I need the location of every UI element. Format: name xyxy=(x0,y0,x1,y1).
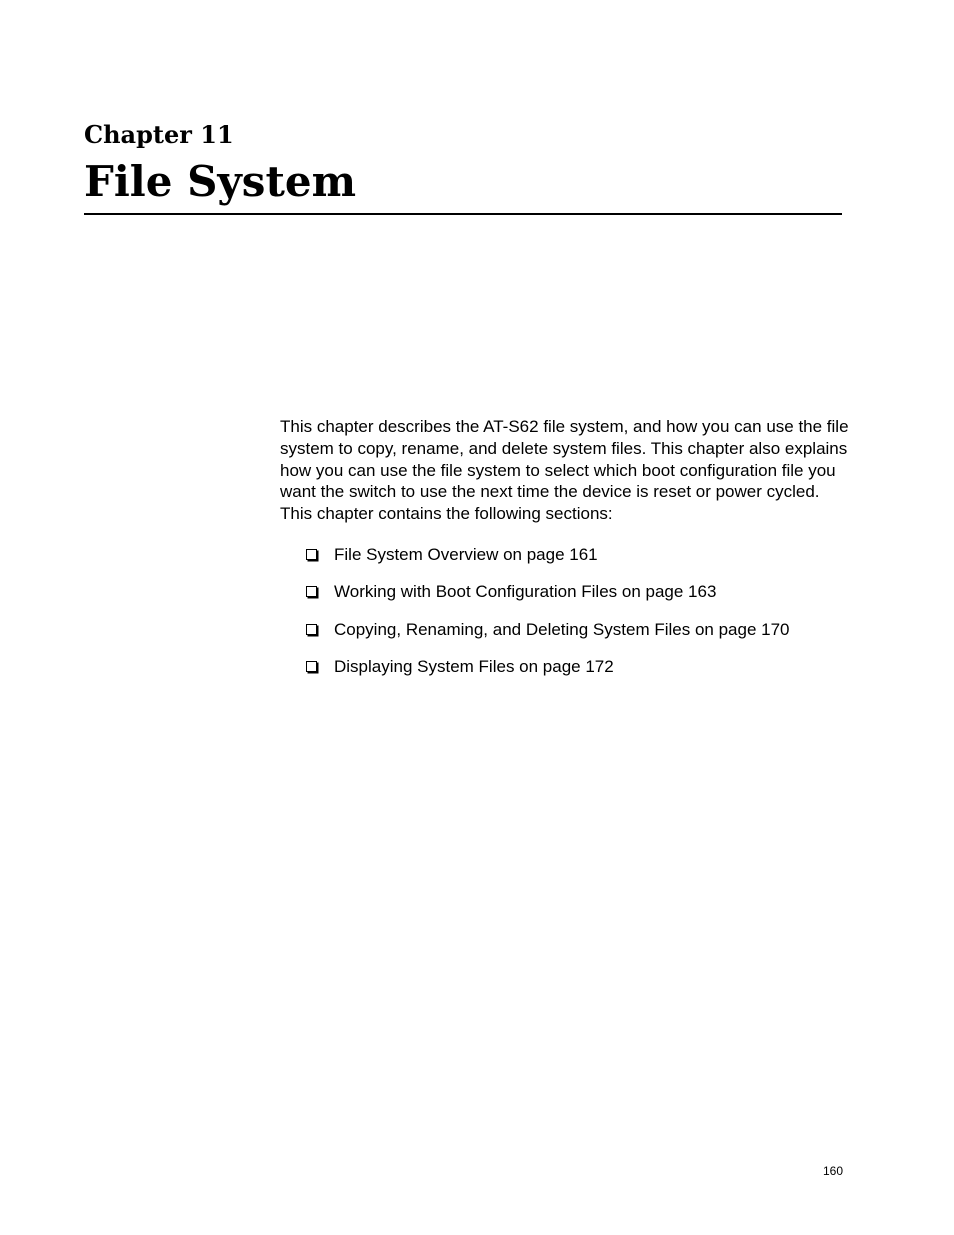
section-link[interactable]: File System Overview on page 161 xyxy=(334,545,598,564)
checkbox-icon xyxy=(306,624,317,635)
section-list xyxy=(306,543,790,693)
checkbox-icon xyxy=(306,661,317,672)
intro-paragraph: This chapter describes the AT-S62 file system, and how you can use the file system to copy, rename, and delete system files. This chapter also explains how you can use the file system to select which boot configuration file you want the switch to use the next time the device is reset or power cycled. This chapter contains the following sections: xyxy=(280,417,849,524)
section-link[interactable]: Working with Boot Configuration Files on page 163 xyxy=(334,582,717,602)
section-link[interactable]: Displaying System Files on page 172 xyxy=(334,657,614,677)
section-list-item[interactable] xyxy=(306,543,790,580)
chapter-label: Chapter 11 xyxy=(84,120,234,149)
section-list-item[interactable] xyxy=(306,580,790,617)
page-number: 160 xyxy=(823,1164,844,1178)
title-divider xyxy=(84,213,842,215)
section-link[interactable]: Copying, Renaming, and Deleting System Files on page 170 xyxy=(334,619,790,639)
chapter-title: File System xyxy=(84,157,357,206)
section-list-item[interactable] xyxy=(306,655,790,692)
section-list-item[interactable] xyxy=(306,618,790,655)
checkbox-icon xyxy=(306,549,317,560)
checkbox-icon xyxy=(306,586,317,597)
